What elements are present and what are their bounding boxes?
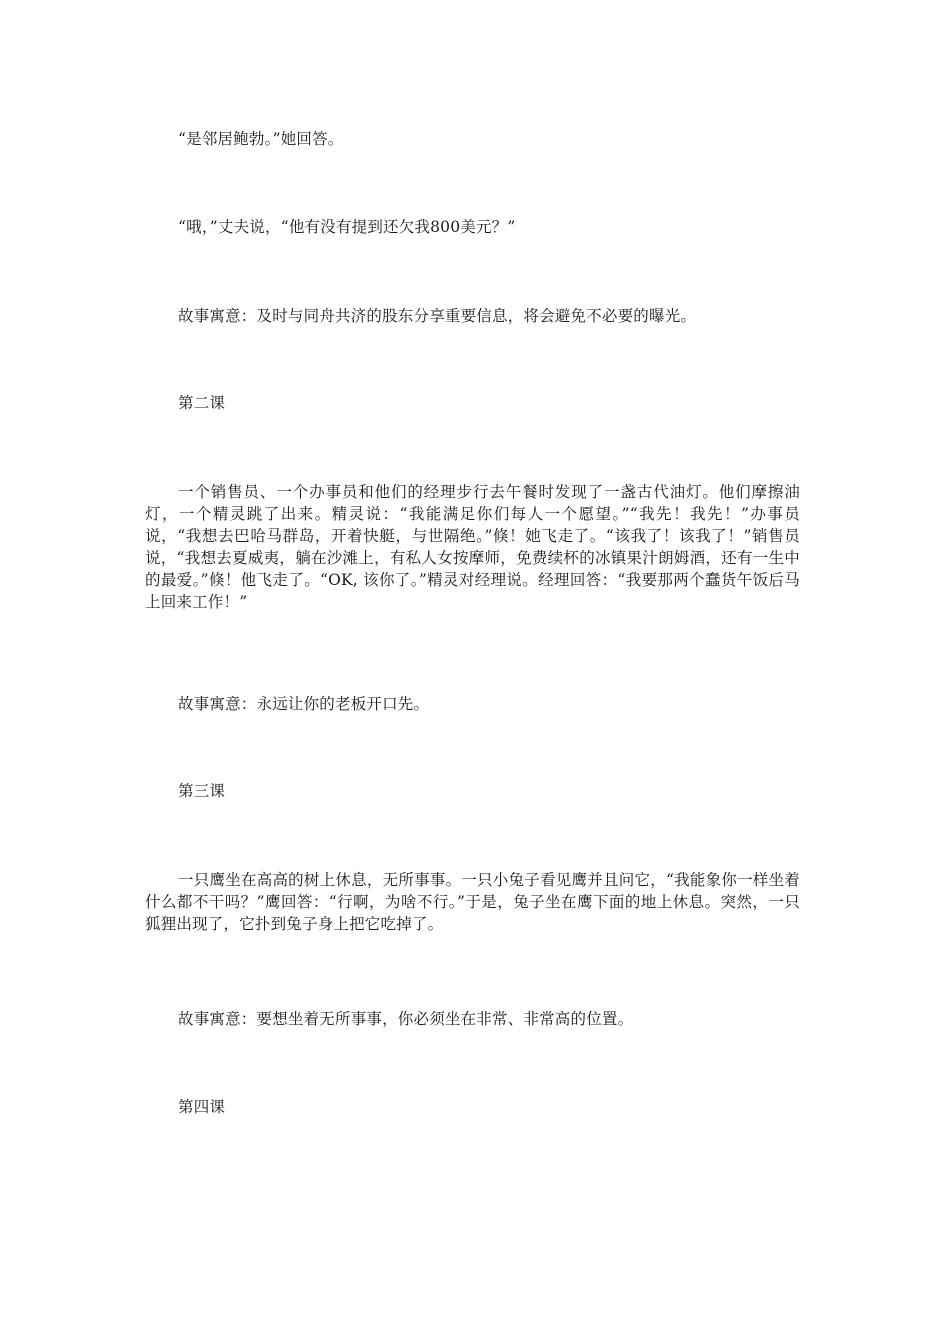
story-moral: 故事寓意：及时与同舟共济的股东分享重要信息，将会避免不必要的曝光。 — [178, 307, 697, 325]
story-paragraph: 一只鹰坐在高高的树上休息，无所事事。一只小兔子看见鹰并且问它，“我能象你一样坐着什么都不干吗？”鹰回答：“行啊，为啥不行。”于是，兔子坐在鹰下面的地上休息。突然，一只狐狸出现了，它扑到兔子身上把它吃掉了。 — [145, 871, 800, 933]
lesson-heading: 第二课 — [178, 394, 226, 412]
dialogue-paragraph: “哦，”丈夫说，“他有没有提到还欠我800美元？” — [178, 218, 516, 236]
story-paragraph: 一个销售员、一个办事员和他们的经理步行去午餐时发现了一盏古代油灯。他们摩擦油灯，一个精灵跳了出来。精灵说：“我能满足你们每人一个愿望。”“我先！我先！”办事员说，“我想去巴哈马群岛，开着快艇，与世隔绝。”倏！她飞走了。“该我了！该我了！”销售员说，“我想去夏威夷，躺在沙滩上，有私人女按摩师，免费续杯的冰镇果汁朗姆酒，还有一生中的最爱。”倏！他飞走了。“OK, 该你了。”精灵对经理说。经理回答：“我要那两个蠢货午饭后马上回来工作！” — [145, 483, 800, 611]
dialogue-paragraph: “是邻居鲍勃。”她回答。 — [178, 130, 344, 148]
story-moral: 故事寓意：永远让你的老板开口先。 — [178, 695, 430, 713]
lesson-heading: 第四课 — [178, 1098, 226, 1116]
story-moral: 故事寓意：要想坐着无所事事，你必须坐在非常、非常高的位置。 — [178, 1010, 634, 1028]
lesson-heading: 第三课 — [178, 782, 226, 800]
